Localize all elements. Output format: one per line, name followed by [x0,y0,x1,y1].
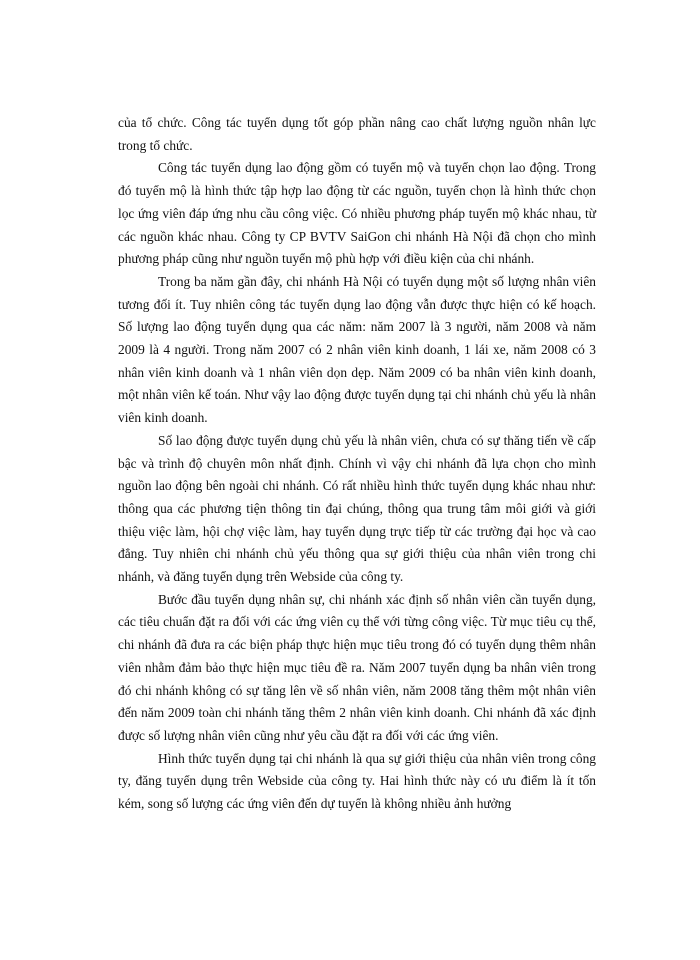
paragraph-recent-years: Trong ba năm gần đây, chi nhánh Hà Nội có tuyển dụng một số lượng nhân viên tương đối ít. Tuy nhiên công tác tuyển dụng lao động vẫn được thực hiện có kế hoạch. Số lượng lao động tuyển dụng qua các năm: năm 2007 là 3 người, năm 2008 và năm 2009 là 4 người. Trong năm 2007 có 2 nhân viên kinh doanh, 1 lái xe, năm 2008 có 3 nhân viên kinh doanh và 1 nhân viên dọn dẹp. Năm 2009 có ba nhân viên kinh doanh, một nhân viên kế toán. Như vậy lao động được tuyển dụng tại chi nhánh chủ yếu là nhân viên kinh doanh. [118,273,596,426]
paragraph-first-steps: Bước đầu tuyển dụng nhân sự, chi nhánh xác định số nhân viên cần tuyển dụng, các tiêu chuẩn đặt ra đối với các ứng viên cụ thể với từng công việc. Từ mục tiêu cụ thể, chi nhánh đã đưa ra các biện pháp thực hiện mục tiêu trong đó có tuyển dụng thêm nhân viên nhằm đảm bảo thực hiện mục tiêu đề ra. Năm 2007 tuyển dụng ba nhân viên trong đó chi nhánh không có sự tăng lên về số nhân viên, năm 2008 tăng thêm một nhân viên đến năm 2009 toàn chi nhánh tăng thêm 2 nhân viên kinh doanh. Chi nhánh đã xác định được số lượng nhân viên cũng như yêu cầu đặt ra đối với các ứng viên. [118,591,596,743]
paragraph-recruitment-overview: Công tác tuyển dụng lao động gồm có tuyển mộ và tuyển chọn lao động. Trong đó tuyển mộ là hình thức tập hợp lao động từ các nguồn, tuyển chọn là hình thức chọn lọc ứng viên đáp ứng nhu cầu công việc. Có nhiều phương pháp tuyển mộ khác nhau, từ các nguồn khác nhau. Công ty CP BVTV SaiGon chi nhánh Hà Nội đã chọn cho mình phương pháp cũng như nguồn tuyển mộ phù hợp với điều kiện của chi nhánh. [118,160,596,267]
paragraph-recruitment-forms: Hình thức tuyển dụng tại chi nhánh là qua sự giới thiệu của nhân viên trong công ty, đăng tuyển dụng trên Webside của công ty. Hai hình thức này có ưu điểm là ít tốn kém, song số lượng các ứng viên đến dự tuyển là không nhiều ảnh hưởng [118,750,596,812]
paragraph-external-sources: Số lao động được tuyển dụng chủ yếu là nhân viên, chưa có sự thăng tiến về cấp bậc và trình độ chuyên môn nhất định. Chính vì vậy chi nhánh đã lựa chọn cho mình nguồn lao động bên ngoài chi nhánh. Có rất nhiều hình thức tuyển dụng khác nhau như: thông qua các phương tiện thông tin đại chúng, thông qua trung tâm môi giới và giới thiệu việc làm, hội chợ việc làm, hay tuyển dụng trực tiếp từ các trường đại học và cao đẳng. Tuy nhiên chi nhánh chủ yếu thông qua sự giới thiệu của nhân viên trong chi nhánh, và đăng tuyển dụng trên Webside của công ty. [118,432,596,585]
paragraph-continuation: của tổ chức. Công tác tuyển dụng tốt góp phần nâng cao chất lượng nguồn nhân lực trong tổ chức. [118,115,596,153]
document-page [118,112,596,816]
